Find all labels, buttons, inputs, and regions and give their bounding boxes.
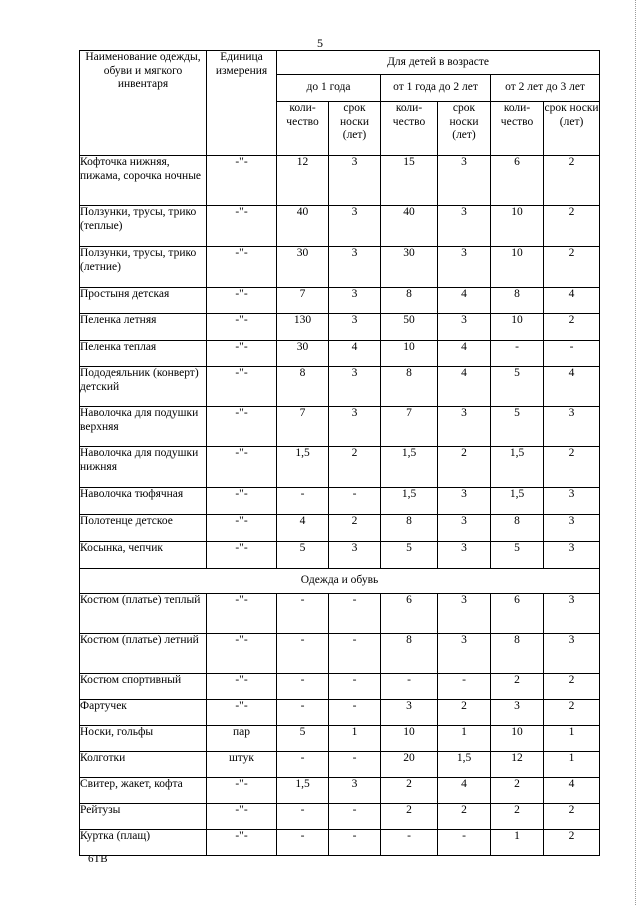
- quantity-cell: 8: [381, 515, 438, 542]
- item-unit: штук: [207, 752, 277, 778]
- term-cell: 3: [438, 594, 491, 634]
- quantity-cell: 3: [381, 700, 438, 726]
- quantity-cell: 1,5: [381, 488, 438, 515]
- table-row: [80, 674, 600, 700]
- item-unit: -"-: [207, 247, 277, 288]
- table-row: [80, 752, 600, 778]
- quantity-cell: 40: [277, 206, 329, 247]
- term-cell: 3: [329, 314, 381, 341]
- item-name: Наволочка тюфячная: [80, 488, 207, 515]
- term-cell: 2: [544, 700, 600, 726]
- item-unit: -"-: [207, 594, 277, 634]
- quantity-cell: 4: [277, 515, 329, 542]
- term-cell: 1: [329, 726, 381, 752]
- quantity-cell: 5: [277, 542, 329, 569]
- quantity-cell: 6: [381, 594, 438, 634]
- quantity-cell: -: [277, 634, 329, 674]
- quantity-cell: 10: [381, 341, 438, 367]
- term-cell: 1: [544, 726, 600, 752]
- item-name: Рейтузы: [80, 804, 207, 830]
- term-cell: -: [438, 674, 491, 700]
- item-unit: пар: [207, 726, 277, 752]
- item-name: Полотенце детское: [80, 515, 207, 542]
- quantity-cell: 8: [491, 515, 544, 542]
- item-unit: -"-: [207, 407, 277, 447]
- term-cell: -: [329, 830, 381, 856]
- term-cell: 2: [544, 314, 600, 341]
- term-cell: 3: [329, 247, 381, 288]
- header-age-0: до 1 года: [277, 75, 381, 102]
- term-cell: 3: [438, 156, 491, 206]
- term-cell: 2: [544, 206, 600, 247]
- quantity-cell: 8: [491, 634, 544, 674]
- footer-code: 6ТВ: [88, 853, 108, 865]
- term-cell: 3: [329, 367, 381, 407]
- term-cell: 2: [438, 804, 491, 830]
- term-cell: 2: [544, 247, 600, 288]
- table-row: [80, 515, 600, 542]
- item-name: Фартучек: [80, 700, 207, 726]
- quantity-cell: 5: [277, 726, 329, 752]
- quantity-cell: 8: [277, 367, 329, 407]
- header-name-column: Наименование одежды, обуви и мягкого инвентаря: [80, 51, 207, 156]
- table-row: [80, 367, 600, 407]
- item-unit: -"-: [207, 674, 277, 700]
- item-name: Пеленка теплая: [80, 341, 207, 367]
- table-row: [80, 314, 600, 341]
- item-name: Носки, гольфы: [80, 726, 207, 752]
- item-unit: -"-: [207, 804, 277, 830]
- term-cell: 3: [438, 247, 491, 288]
- header-age-group: Для детей в возрасте: [277, 51, 600, 75]
- quantity-cell: 30: [277, 247, 329, 288]
- quantity-cell: 10: [491, 314, 544, 341]
- term-cell: -: [329, 674, 381, 700]
- norms-table: [79, 50, 600, 856]
- term-cell: -: [438, 830, 491, 856]
- term-cell: -: [544, 341, 600, 367]
- table-row: [80, 830, 600, 856]
- item-name: Свитер, жакет, кофта: [80, 778, 207, 804]
- table-row: [80, 341, 600, 367]
- quantity-cell: 7: [277, 288, 329, 314]
- table-row: [80, 156, 600, 206]
- table-row: [80, 726, 600, 752]
- term-cell: -: [329, 488, 381, 515]
- quantity-cell: -: [277, 700, 329, 726]
- term-cell: 2: [544, 156, 600, 206]
- page-number: 5: [317, 36, 323, 50]
- term-cell: 3: [438, 206, 491, 247]
- item-unit: -"-: [207, 156, 277, 206]
- quantity-cell: 2: [491, 778, 544, 804]
- quantity-cell: 1,5: [491, 488, 544, 515]
- quantity-cell: 8: [491, 288, 544, 314]
- item-name: Костюм спортивный: [80, 674, 207, 700]
- term-cell: -: [329, 594, 381, 634]
- table-row: [80, 288, 600, 314]
- quantity-cell: 6: [491, 156, 544, 206]
- quantity-cell: 40: [381, 206, 438, 247]
- term-cell: 2: [438, 447, 491, 488]
- table-row: [80, 447, 600, 488]
- quantity-cell: 1: [491, 830, 544, 856]
- item-unit: -"-: [207, 778, 277, 804]
- term-cell: 1: [544, 752, 600, 778]
- quantity-cell: 130: [277, 314, 329, 341]
- header-unit-column: Единица измерения: [207, 51, 277, 156]
- table-row: [80, 488, 600, 515]
- header-age-2: от 2 лет до 3 лет: [491, 75, 600, 102]
- scan-edge: [635, 0, 637, 905]
- term-cell: 3: [438, 515, 491, 542]
- term-cell: 4: [544, 778, 600, 804]
- quantity-cell: 2: [381, 778, 438, 804]
- header-qty: коли-чество: [381, 102, 438, 156]
- item-unit: -"-: [207, 700, 277, 726]
- term-cell: 3: [329, 542, 381, 569]
- term-cell: 3: [329, 156, 381, 206]
- term-cell: 1,5: [438, 752, 491, 778]
- quantity-cell: 10: [381, 726, 438, 752]
- header-term: срок носки (лет): [438, 102, 491, 156]
- term-cell: 4: [438, 288, 491, 314]
- quantity-cell: 8: [381, 634, 438, 674]
- term-cell: 4: [438, 778, 491, 804]
- term-cell: 2: [544, 804, 600, 830]
- table-row: [80, 247, 600, 288]
- quantity-cell: -: [381, 830, 438, 856]
- quantity-cell: 7: [381, 407, 438, 447]
- quantity-cell: 1,5: [277, 447, 329, 488]
- item-unit: -"-: [207, 542, 277, 569]
- quantity-cell: -: [277, 674, 329, 700]
- table-row: [80, 594, 600, 634]
- quantity-cell: 20: [381, 752, 438, 778]
- quantity-cell: 5: [491, 407, 544, 447]
- item-name: Наволочка для подушки верхняя: [80, 407, 207, 447]
- term-cell: 3: [544, 634, 600, 674]
- item-unit: -"-: [207, 288, 277, 314]
- item-name: Кофточка нижняя, пижама, сорочка ночные: [80, 156, 207, 206]
- term-cell: 1: [438, 726, 491, 752]
- quantity-cell: 8: [381, 288, 438, 314]
- header-term: срок носки (лет): [544, 102, 600, 156]
- header-qty: коли-чество: [491, 102, 544, 156]
- quantity-cell: 7: [277, 407, 329, 447]
- item-unit: -"-: [207, 314, 277, 341]
- term-cell: 3: [544, 594, 600, 634]
- quantity-cell: 1,5: [381, 447, 438, 488]
- term-cell: 4: [544, 288, 600, 314]
- quantity-cell: 10: [491, 726, 544, 752]
- item-name: Костюм (платье) теплый: [80, 594, 207, 634]
- term-cell: 4: [544, 367, 600, 407]
- quantity-cell: -: [277, 594, 329, 634]
- term-cell: 4: [438, 341, 491, 367]
- quantity-cell: 2: [491, 804, 544, 830]
- term-cell: 3: [438, 488, 491, 515]
- term-cell: 2: [329, 447, 381, 488]
- term-cell: 2: [329, 515, 381, 542]
- quantity-cell: 15: [381, 156, 438, 206]
- term-cell: 3: [544, 515, 600, 542]
- table-row: [80, 804, 600, 830]
- item-name: Наволочка для подушки нижняя: [80, 447, 207, 488]
- header-age-1: от 1 года до 2 лет: [381, 75, 491, 102]
- item-unit: -"-: [207, 634, 277, 674]
- item-name: Пододеяльник (конверт) детский: [80, 367, 207, 407]
- term-cell: -: [329, 752, 381, 778]
- term-cell: 3: [329, 407, 381, 447]
- quantity-cell: 1,5: [491, 447, 544, 488]
- term-cell: 3: [438, 314, 491, 341]
- term-cell: 3: [329, 206, 381, 247]
- term-cell: 4: [329, 341, 381, 367]
- item-name: Ползунки, трусы, трико (теплые): [80, 206, 207, 247]
- term-cell: 4: [438, 367, 491, 407]
- term-cell: 2: [438, 700, 491, 726]
- item-name: Колготки: [80, 752, 207, 778]
- term-cell: 2: [544, 674, 600, 700]
- quantity-cell: 12: [491, 752, 544, 778]
- term-cell: 2: [544, 830, 600, 856]
- quantity-cell: 2: [381, 804, 438, 830]
- quantity-cell: 8: [381, 367, 438, 407]
- term-cell: 3: [438, 542, 491, 569]
- table-row: [80, 407, 600, 447]
- quantity-cell: -: [277, 752, 329, 778]
- item-name: Куртка (плащ): [80, 830, 207, 856]
- term-cell: 2: [544, 447, 600, 488]
- item-name: Пеленка летняя: [80, 314, 207, 341]
- item-unit: -"-: [207, 830, 277, 856]
- quantity-cell: 12: [277, 156, 329, 206]
- item-unit: -"-: [207, 488, 277, 515]
- quantity-cell: 50: [381, 314, 438, 341]
- item-unit: -"-: [207, 367, 277, 407]
- quantity-cell: 30: [381, 247, 438, 288]
- quantity-cell: 5: [491, 367, 544, 407]
- term-cell: 3: [544, 407, 600, 447]
- quantity-cell: 3: [491, 700, 544, 726]
- item-unit: -"-: [207, 341, 277, 367]
- term-cell: -: [329, 804, 381, 830]
- term-cell: -: [329, 700, 381, 726]
- table-row: [80, 700, 600, 726]
- item-unit: -"-: [207, 206, 277, 247]
- item-name: Простыня детская: [80, 288, 207, 314]
- quantity-cell: -: [491, 341, 544, 367]
- quantity-cell: 10: [491, 247, 544, 288]
- header-qty: коли-чество: [277, 102, 329, 156]
- quantity-cell: 5: [491, 542, 544, 569]
- header-term: срок носки (лет): [329, 102, 381, 156]
- term-cell: -: [329, 634, 381, 674]
- quantity-cell: 1,5: [277, 778, 329, 804]
- term-cell: 3: [329, 778, 381, 804]
- table-row: [80, 542, 600, 569]
- item-name: Ползунки, трусы, трико (летние): [80, 247, 207, 288]
- quantity-cell: -: [381, 674, 438, 700]
- term-cell: 3: [329, 288, 381, 314]
- term-cell: 3: [438, 407, 491, 447]
- term-cell: 3: [438, 634, 491, 674]
- item-name: Косынка, чепчик: [80, 542, 207, 569]
- item-name: Костюм (платье) летний: [80, 634, 207, 674]
- table-row: [80, 206, 600, 247]
- section-title: Одежда и обувь: [80, 569, 600, 594]
- quantity-cell: 5: [381, 542, 438, 569]
- term-cell: 3: [544, 488, 600, 515]
- quantity-cell: -: [277, 830, 329, 856]
- quantity-cell: 2: [491, 674, 544, 700]
- quantity-cell: 30: [277, 341, 329, 367]
- table-row: [80, 634, 600, 674]
- quantity-cell: -: [277, 804, 329, 830]
- item-unit: -"-: [207, 515, 277, 542]
- table-row: [80, 778, 600, 804]
- quantity-cell: -: [277, 488, 329, 515]
- item-unit: -"-: [207, 447, 277, 488]
- term-cell: 3: [544, 542, 600, 569]
- quantity-cell: 6: [491, 594, 544, 634]
- quantity-cell: 10: [491, 206, 544, 247]
